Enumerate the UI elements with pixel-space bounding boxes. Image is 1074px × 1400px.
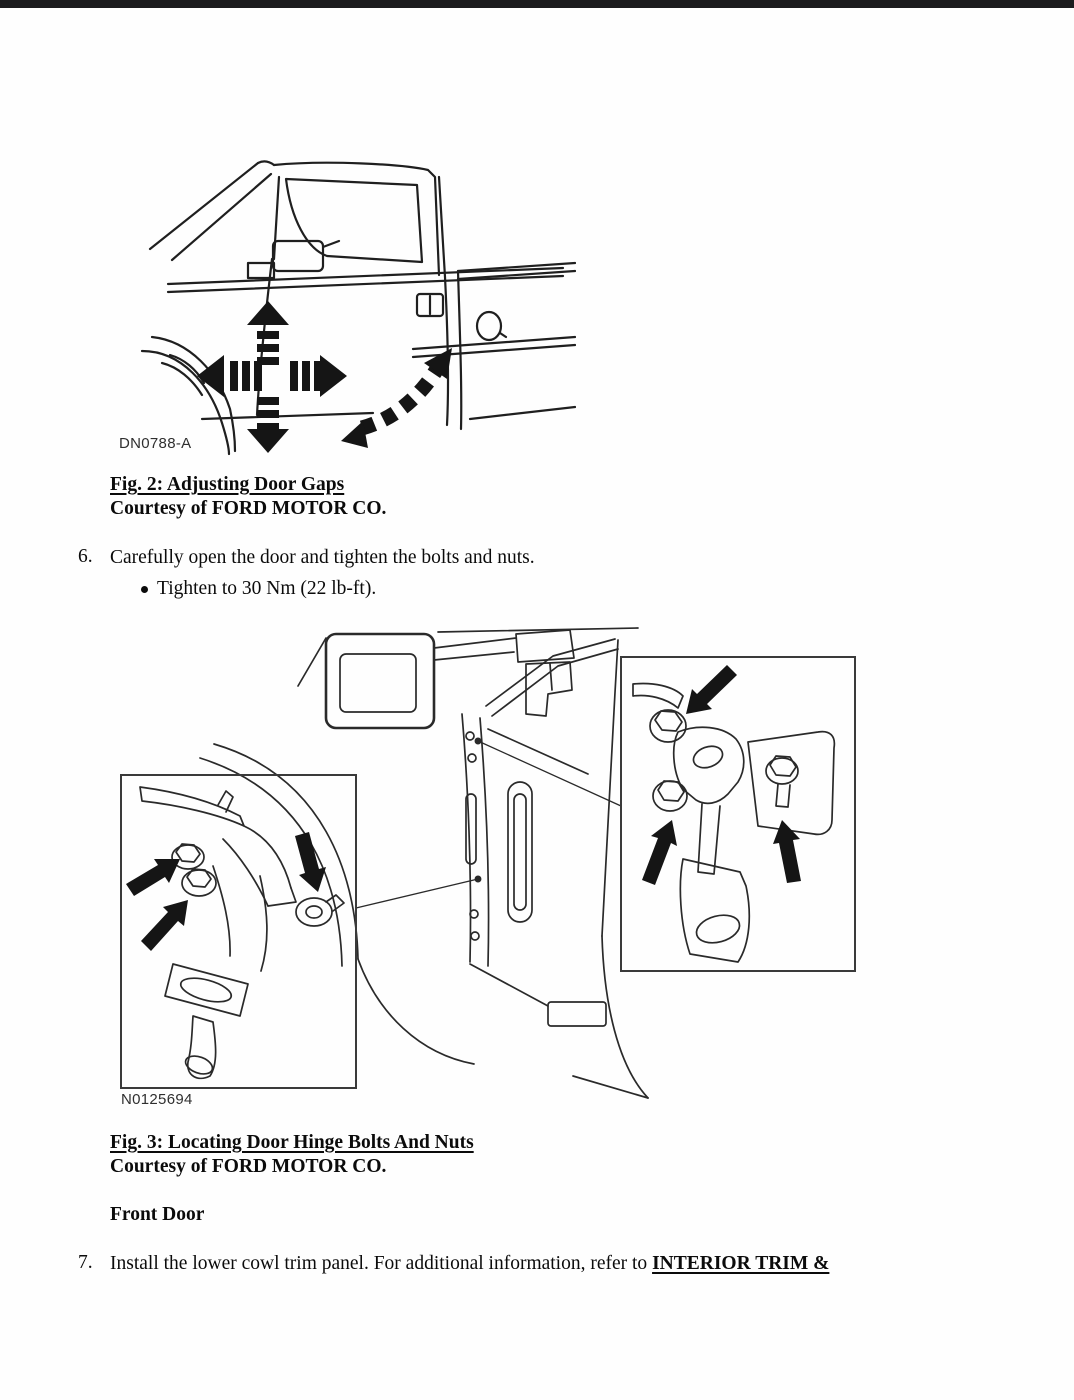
figure3-caption-title: Fig. 3: Locating Door Hinge Bolts And Nuts [110, 1132, 474, 1153]
figure3-caption [110, 1131, 474, 1179]
figure2-caption-title: Fig. 2: Adjusting Door Gaps [110, 474, 345, 495]
rotation-adjustment-arrows [341, 348, 452, 448]
door-gap-adjustment-diagram [140, 157, 576, 457]
step7-number: 7. [78, 1252, 93, 1273]
truck-front-corner-outline [200, 628, 648, 1098]
figure3-caption-credit: Courtesy of FORD MOTOR CO. [110, 1156, 387, 1177]
step6-number: 6. [78, 546, 93, 567]
interior-trim-link[interactable]: INTERIOR TRIM & [652, 1253, 830, 1274]
upper-hinge-outline [633, 684, 834, 963]
step6-bullet-text: Tighten to 30 Nm (22 lb-ft). [157, 578, 377, 599]
truck-outline [142, 161, 575, 454]
front-door-heading: Front Door [110, 1204, 205, 1225]
figure2-caption-credit: Courtesy of FORD MOTOR CO. [110, 498, 387, 519]
figure2-caption [110, 473, 386, 521]
top-window-bar [0, 0, 1074, 8]
right-inset-box [621, 657, 855, 971]
left-inset-arrows [126, 832, 326, 951]
figure3-image-id-label: N0125694 [121, 1091, 193, 1108]
step7-text-body: Install the lower cowl trim panel. For additional information, refer to [110, 1253, 653, 1274]
door-hinge-bolts-diagram [118, 624, 858, 1114]
up-down-adjustment-arrow [247, 301, 289, 453]
step7-text [110, 1252, 1010, 1276]
step6-text: Carefully open the door and tighten the bolts and nuts. [110, 547, 535, 568]
bullet-marker [141, 586, 148, 593]
lower-hinge-bracket-outline [140, 787, 344, 1078]
figure2-image-id-label: DN0788-A [119, 435, 192, 452]
